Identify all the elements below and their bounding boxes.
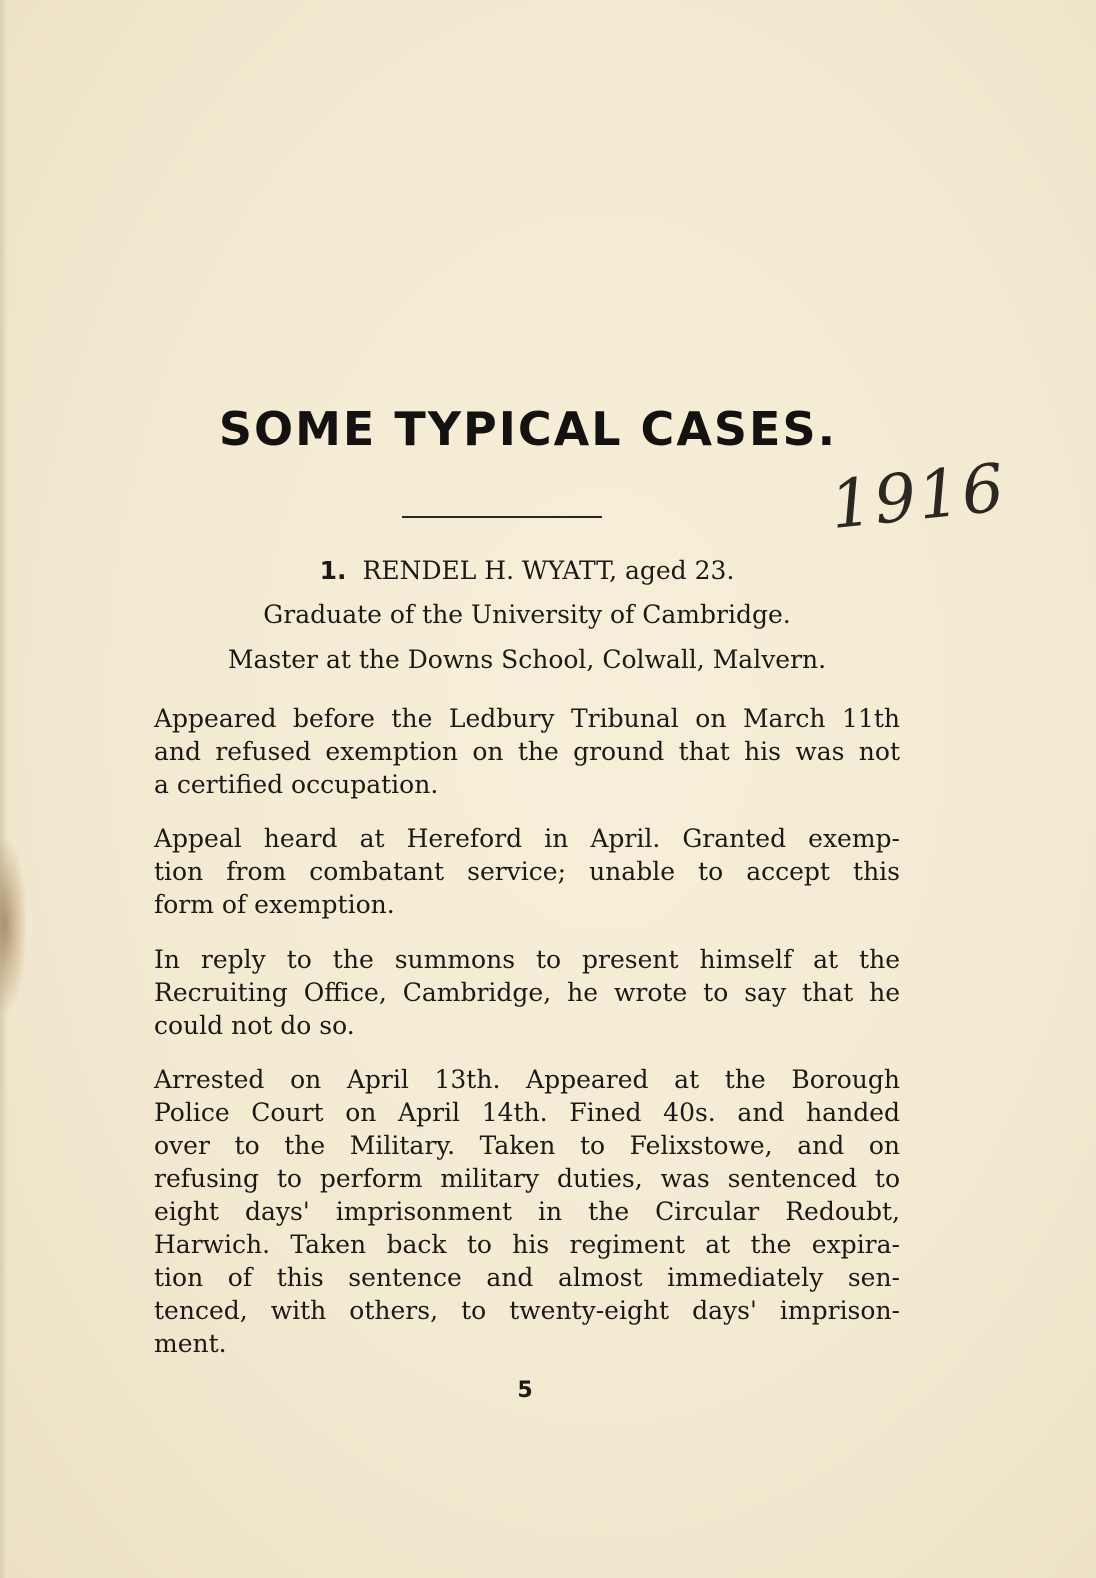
paragraph-summons [154, 943, 900, 1042]
text-line: over to the Military. Taken to Felixstowe, and on [154, 1131, 900, 1160]
paragraph-appeal [154, 822, 900, 921]
page-stain [0, 840, 26, 1010]
page-number: 5 [517, 1378, 533, 1403]
text-line: In reply to the summons to present himself at the [154, 945, 900, 974]
paragraph-tribunal [154, 702, 900, 801]
page-title: SOME TYPICAL CASES. [218, 402, 838, 456]
text-line: refusing to perform military duties, was sentenced to [154, 1164, 900, 1193]
case-name: RENDEL H. WYATT, aged 23. [362, 556, 735, 585]
text-line: tenced, with others, to twenty-eight days' imprison- [154, 1296, 900, 1325]
binding-edge [0, 0, 10, 1578]
text-line: could not do so. [154, 1011, 355, 1040]
text-line: ment. [154, 1329, 227, 1358]
text-line: Appeal heard at Hereford in April. Granted exemp- [154, 824, 900, 853]
handwritten-year-annotation: 1916 [826, 449, 1010, 544]
text-line: a certified occupation. [154, 770, 439, 799]
text-line: Harwich. Taken back to his regiment at the expira- [154, 1230, 900, 1259]
text-line: tion from combatant service; unable to accept this [154, 857, 900, 886]
paragraph-arrest [154, 1063, 900, 1360]
title-divider [402, 516, 602, 518]
case-number: 1. [319, 556, 347, 585]
text-line: Appeared before the Ledbury Tribunal on March 11th [154, 704, 900, 733]
text-line: tion of this sentence and almost immediately sen- [154, 1263, 900, 1292]
text-line: eight days' imprisonment in the Circular Redoubt, [154, 1197, 900, 1226]
text-line: Recruiting Office, Cambridge, he wrote to say that he [154, 978, 900, 1007]
text-line: and refused exemption on the ground that his was not [154, 737, 900, 766]
case-occupation: Master at the Downs School, Colwall, Malvern. [227, 645, 827, 674]
text-line: form of exemption. [154, 890, 395, 919]
show-through-texture [160, 228, 900, 528]
text-line: Arrested on April 13th. Appeared at the Borough [154, 1065, 900, 1094]
case-heading [154, 555, 900, 587]
text-line: Police Court on April 14th. Fined 40s. and handed [154, 1098, 900, 1127]
case-education: Graduate of the University of Cambridge. [263, 600, 791, 629]
